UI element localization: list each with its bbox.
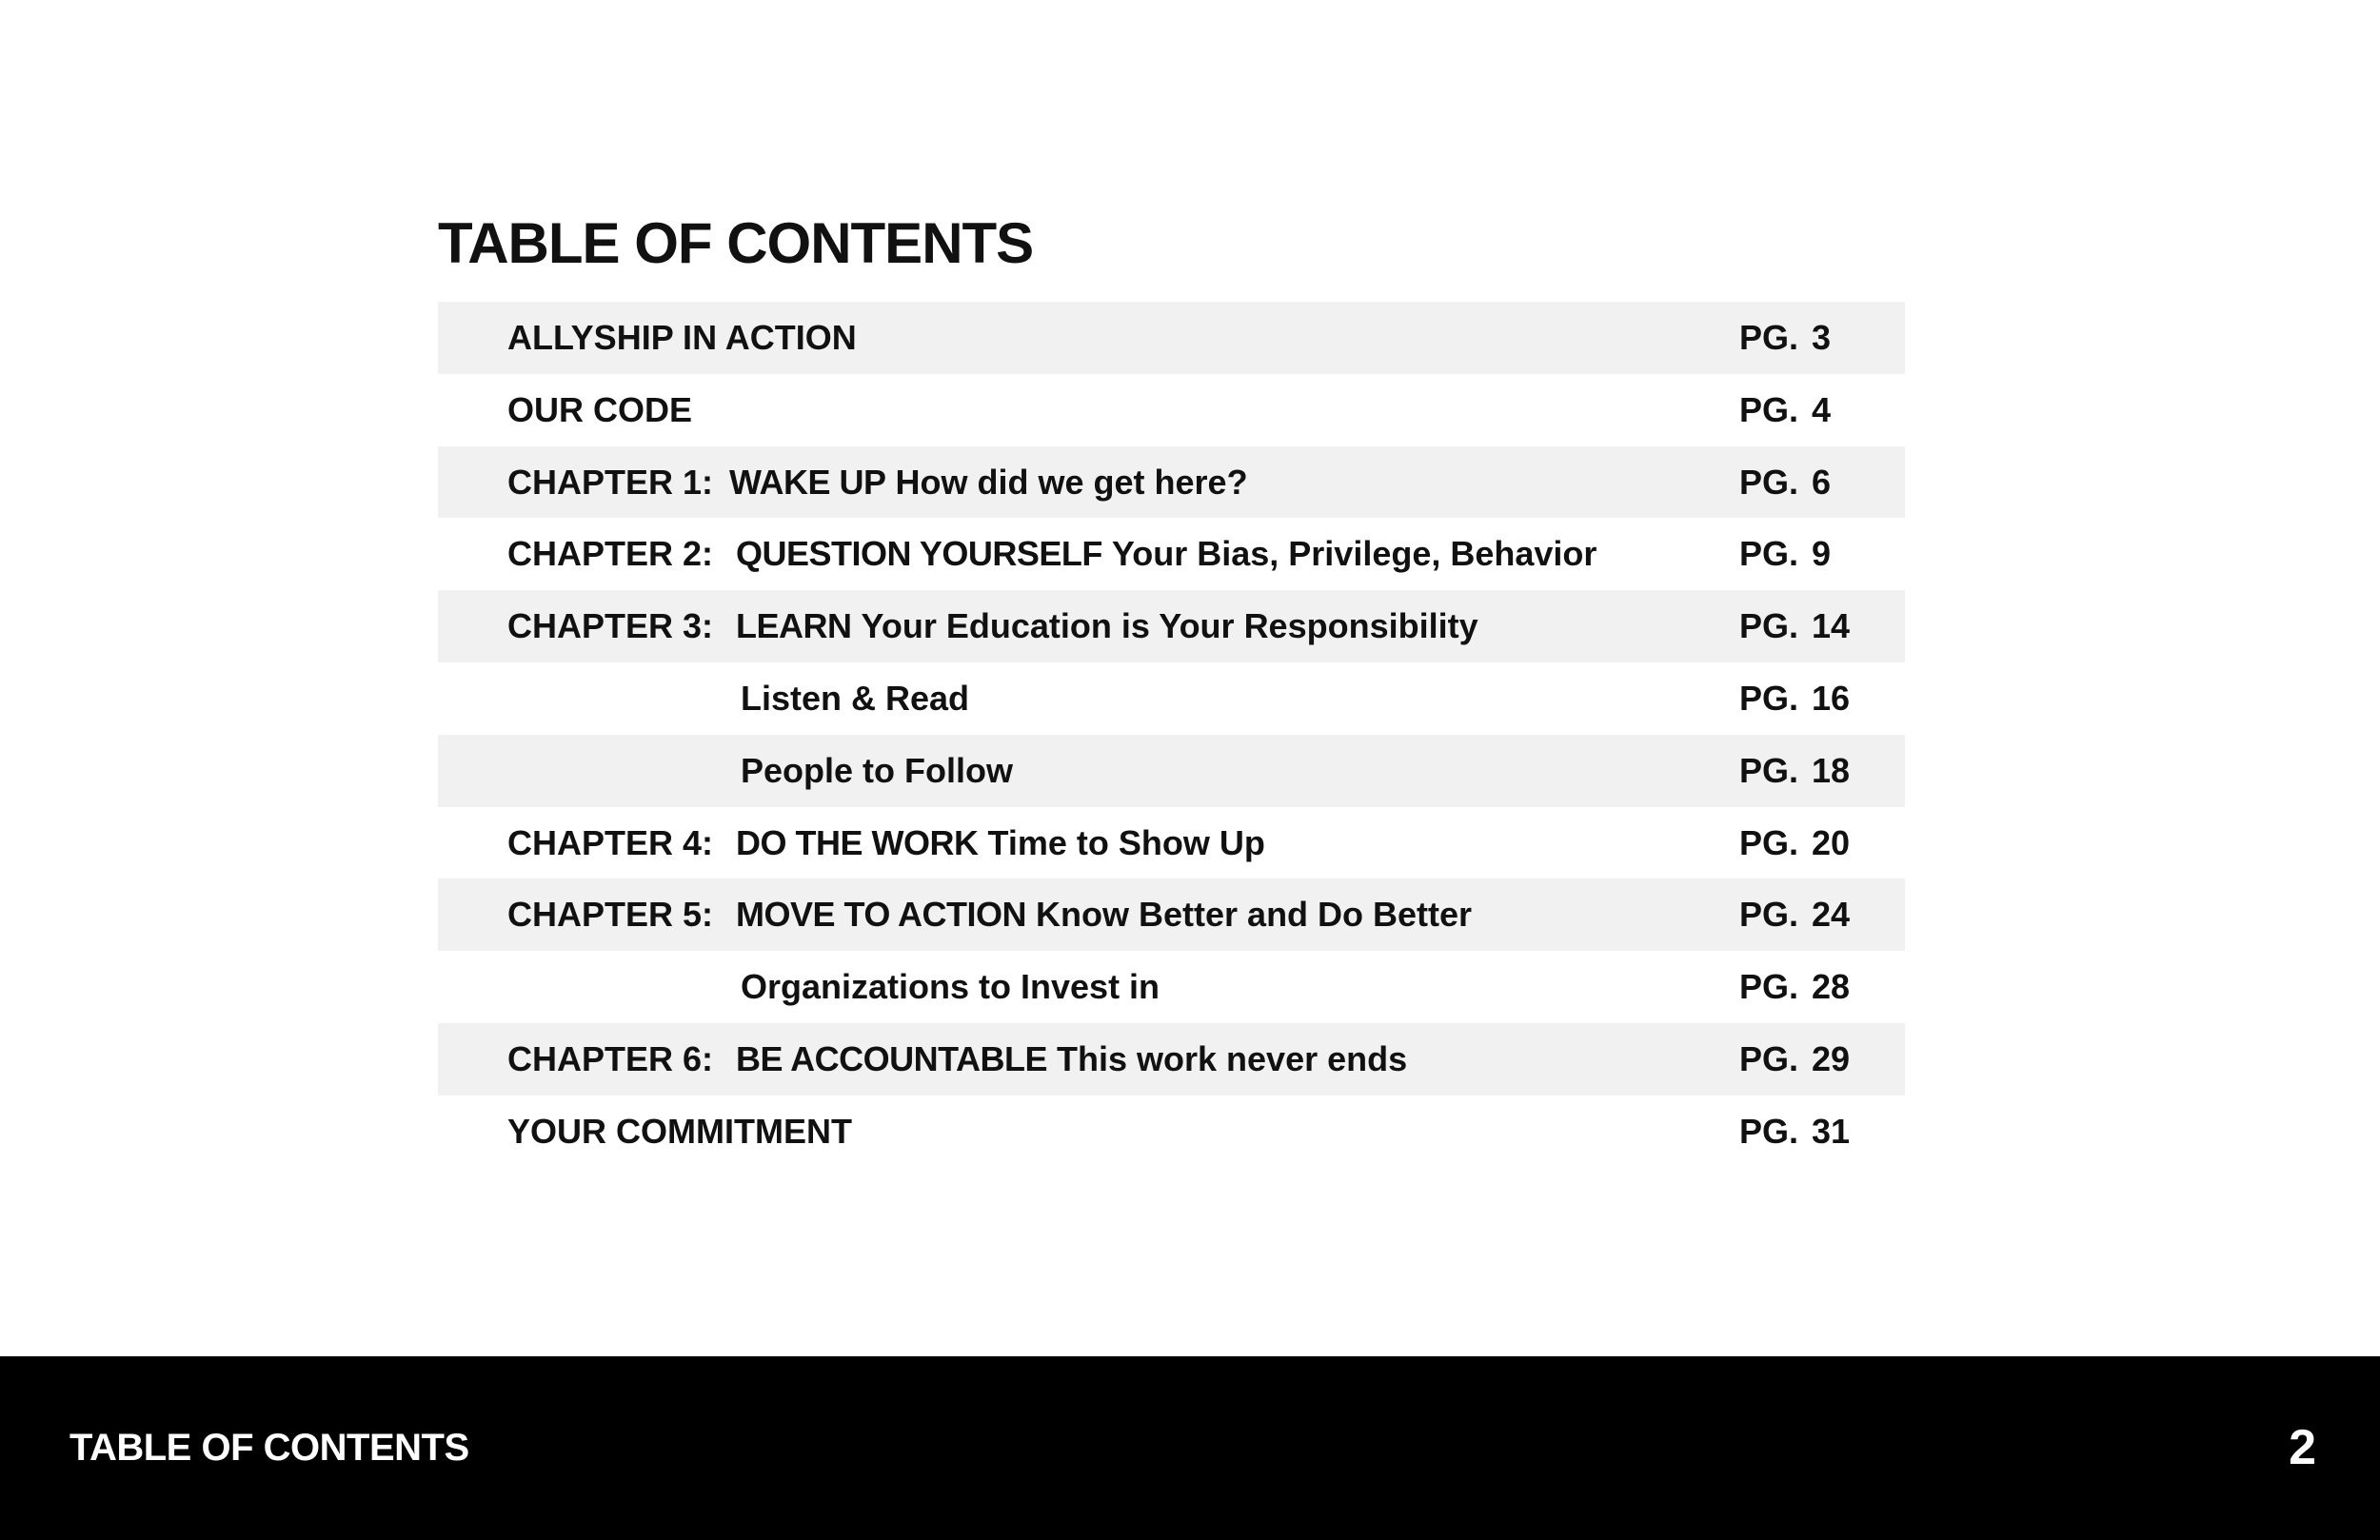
toc-row-listen-and-read[interactable] (438, 662, 1905, 735)
toc-chapter-prefix: CHAPTER 1: (507, 462, 714, 502)
toc-page-label: PG. (1739, 1111, 1799, 1151)
toc-title: ALLYSHIP IN ACTION (507, 318, 857, 357)
toc-page-ref (1739, 446, 1831, 519)
toc-entry-title (741, 735, 1013, 807)
toc-row-chapter-4[interactable] (438, 807, 1905, 879)
toc-chapter-prefix: CHAPTER 2: (507, 534, 714, 574)
toc-keyword: DO THE WORK (736, 822, 979, 862)
toc-page-ref (1739, 1096, 1850, 1168)
toc-page-ref (1739, 951, 1850, 1023)
toc-entry-title (507, 1096, 852, 1168)
page-title: TABLE OF CONTENTS (438, 211, 1034, 275)
toc-page-label: PG. (1739, 318, 1799, 357)
toc-row-chapter-3[interactable] (438, 590, 1905, 662)
toc-page-ref (1739, 807, 1850, 879)
toc-page-label: PG. (1739, 678, 1799, 718)
toc-row-organizations-to-invest-in[interactable] (438, 951, 1905, 1023)
toc-page-label: PG. (1739, 462, 1799, 502)
toc-title: How did we get here? (895, 462, 1248, 502)
toc-page-label: PG. (1739, 389, 1799, 429)
toc-row-chapter-6[interactable] (438, 1023, 1905, 1096)
toc-page-ref (1739, 374, 1831, 446)
toc-page-number: 31 (1812, 1111, 1851, 1151)
toc-keyword: QUESTION YOURSELF (736, 534, 1102, 574)
toc-page-number: 20 (1812, 822, 1851, 862)
toc-page-label: PG. (1739, 534, 1799, 574)
toc-entry-title (736, 1023, 1407, 1096)
toc-page-ref (1739, 518, 1831, 590)
toc-page-number: 18 (1812, 750, 1851, 790)
toc-entry-title (741, 951, 1160, 1023)
toc-entry-title (507, 302, 857, 374)
toc-page-number: 14 (1812, 606, 1851, 646)
toc-page-number: 29 (1812, 1038, 1851, 1078)
toc-page-label: PG. (1739, 967, 1799, 1007)
toc-page-number: 3 (1812, 318, 1832, 357)
toc-page-ref (1739, 735, 1850, 807)
toc-page-label: PG. (1739, 1038, 1799, 1078)
toc-row-your-commitment[interactable] (438, 1096, 1905, 1168)
toc-page-ref (1739, 879, 1850, 951)
toc-title: Organizations to Invest in (741, 967, 1160, 1007)
toc-page-number: 9 (1812, 534, 1832, 574)
toc-page-label: PG. (1739, 606, 1799, 646)
toc-row-chapter-1[interactable] (438, 446, 1905, 519)
toc-title: YOUR COMMITMENT (507, 1111, 852, 1151)
toc-chapter-prefix: CHAPTER 6: (507, 1038, 714, 1078)
toc-page-label: PG. (1739, 895, 1799, 935)
toc-chapter-prefix: CHAPTER 5: (507, 895, 714, 935)
toc-page-number: 28 (1812, 967, 1851, 1007)
toc-row-allyship-in-action[interactable] (438, 302, 1905, 374)
toc-row-people-to-follow[interactable] (438, 735, 1905, 807)
toc-entry-title (729, 446, 1248, 519)
toc-entry-title (736, 879, 1472, 951)
footer-page-number: 2 (2289, 1420, 2316, 1475)
toc-keyword: WAKE UP (729, 462, 886, 502)
footer-bar (0, 1356, 2380, 1540)
toc-page-number: 4 (1812, 389, 1832, 429)
toc-page-ref (1739, 1023, 1850, 1096)
toc-title: People to Follow (741, 750, 1013, 790)
toc-page-number: 6 (1812, 462, 1832, 502)
toc-keyword: MOVE TO ACTION (736, 895, 1027, 935)
toc-chapter-prefix: CHAPTER 3: (507, 606, 714, 646)
toc-keyword: LEARN (736, 606, 852, 646)
toc-title: Listen & Read (741, 678, 970, 718)
toc-entry-title (736, 518, 1597, 590)
toc-title: Your Education is Your Responsibility (861, 606, 1478, 646)
toc-entry-title (736, 807, 1265, 879)
toc-title: OUR CODE (507, 389, 693, 429)
toc-row-our-code[interactable] (438, 374, 1905, 446)
toc-row-chapter-5[interactable] (438, 879, 1905, 951)
toc-entry-title (741, 662, 969, 735)
toc-page-number: 24 (1812, 895, 1851, 935)
toc-title: Know Better and Do Better (1036, 895, 1473, 935)
table-of-contents (438, 302, 1905, 1168)
toc-keyword: BE ACCOUNTABLE (736, 1038, 1047, 1078)
toc-title: Your Bias, Privilege, Behavior (1111, 534, 1597, 574)
toc-title: Time to Show Up (987, 822, 1265, 862)
toc-chapter-prefix: CHAPTER 4: (507, 822, 714, 862)
toc-page-label: PG. (1739, 822, 1799, 862)
toc-title: This work never ends (1057, 1038, 1408, 1078)
toc-page-ref (1739, 302, 1831, 374)
toc-page-ref (1739, 662, 1850, 735)
toc-entry-title (736, 590, 1478, 662)
toc-entry-title (507, 374, 692, 446)
toc-page-ref (1739, 590, 1850, 662)
footer-section-title: TABLE OF CONTENTS (69, 1427, 469, 1469)
toc-page-number: 16 (1812, 678, 1851, 718)
toc-page-label: PG. (1739, 750, 1799, 790)
toc-row-chapter-2[interactable] (438, 518, 1905, 590)
